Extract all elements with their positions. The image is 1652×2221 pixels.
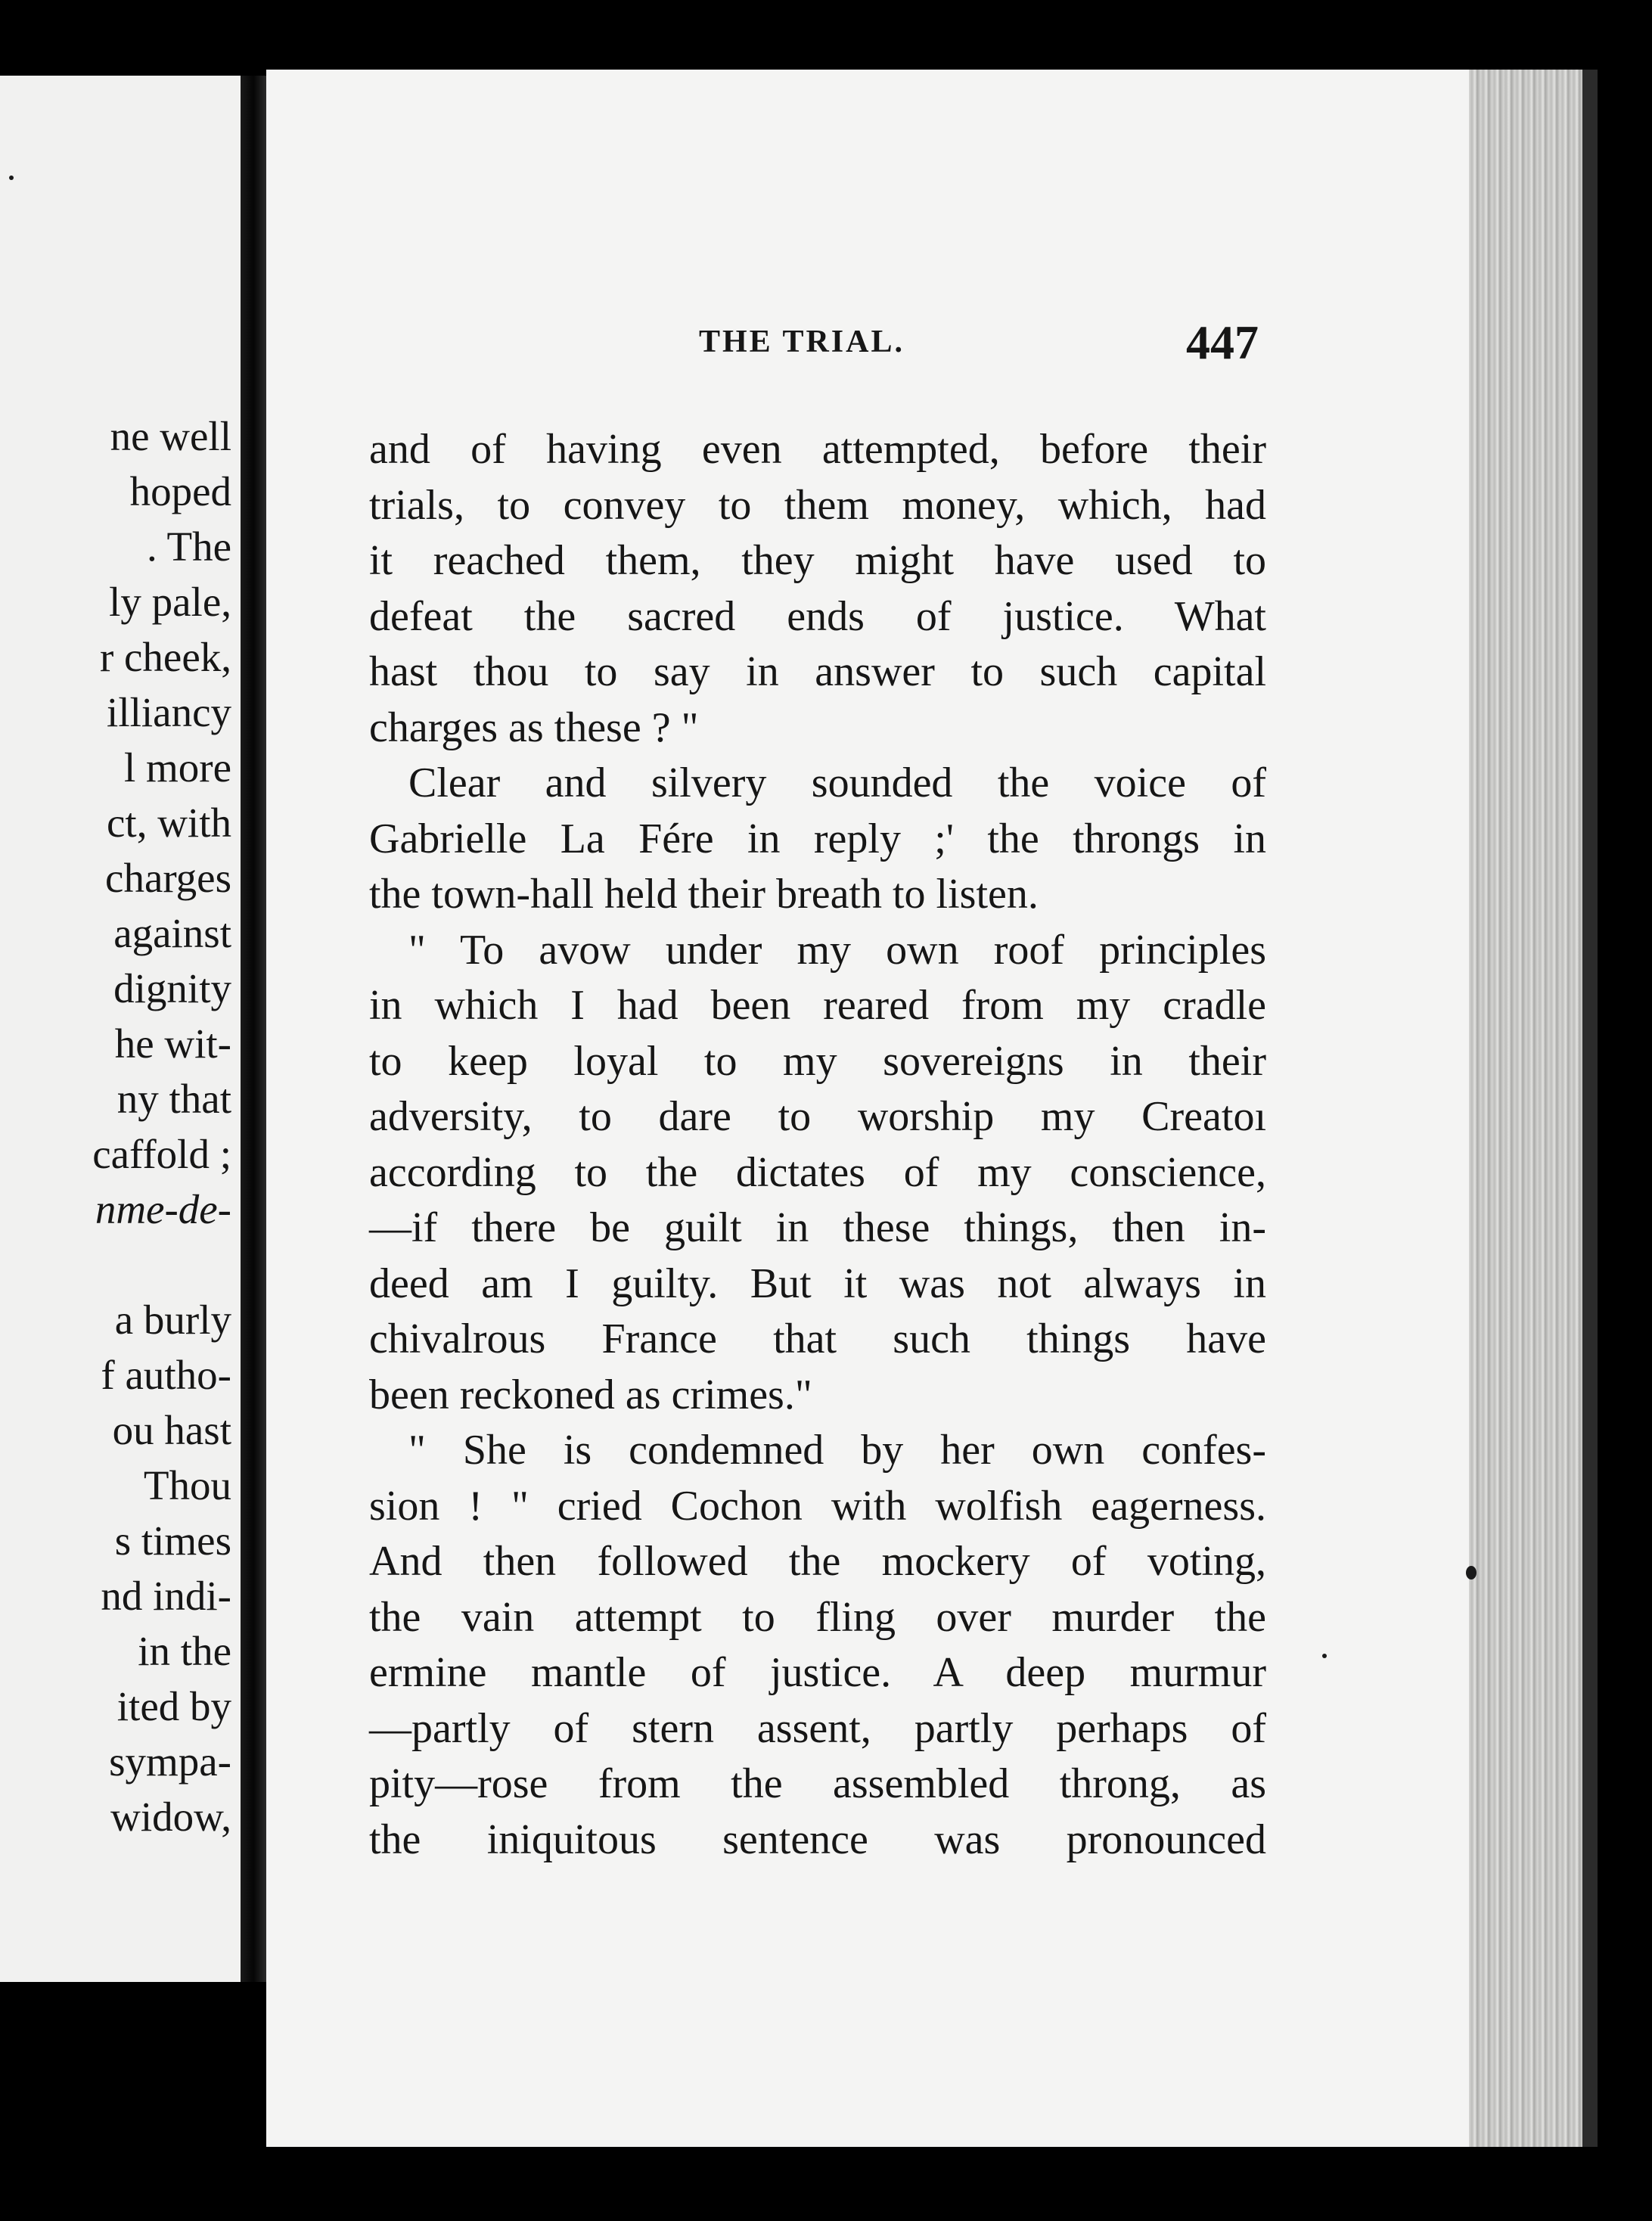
left-text-line: ne well (110, 413, 231, 459)
text-line: sion ! " cried Cochon with wolfish eagerness. (369, 1482, 1266, 1530)
left-text-line: caffold ; (92, 1131, 231, 1177)
text-line: been reckoned as crimes." (369, 1371, 812, 1418)
page-body-text (369, 422, 1266, 1868)
text-line: in which I had been reared from my cradle (369, 982, 1266, 1029)
left-text-line: Thou (143, 1462, 231, 1508)
text-line: according to the dictates of my conscience, (369, 1148, 1266, 1196)
text-line: defeat the sacred ends of justice. What (369, 592, 1266, 640)
left-text-line: l more (123, 744, 231, 791)
page-edges (1469, 70, 1582, 2147)
text-line: trials, to convey to them money, which, had (369, 481, 1266, 529)
running-head: THE TRIAL. (699, 325, 905, 359)
text-line: it reached them, they might have used to (369, 537, 1266, 584)
text-line: chivalrous France that such things have (369, 1316, 1266, 1362)
text-line: —partly of stern assent, partly perhaps of (369, 1704, 1266, 1752)
text-line: and of having even attempted, before their (369, 426, 1266, 473)
left-text-line: ou hast (112, 1407, 231, 1453)
left-text-line: dignity (113, 965, 231, 1011)
left-text-line: illiancy (107, 689, 231, 735)
text-line: " To avow under my own roof principles (408, 926, 1266, 974)
text-line: Clear and silvery sounded the voice of (408, 759, 1266, 806)
ink-speck (1322, 1654, 1327, 1658)
book-gutter (241, 76, 266, 1982)
left-text-line: in the (138, 1628, 231, 1674)
left-text-line: ct, with (107, 800, 231, 846)
ink-speck (1466, 1566, 1477, 1580)
left-text-line: ited by (116, 1683, 231, 1729)
text-line: hast thou to say in answer to such capital (369, 648, 1266, 695)
left-text-line: r cheek, (99, 634, 231, 680)
left-text-line: charges (105, 855, 231, 901)
text-line: And then followed the mockery of voting, (369, 1538, 1266, 1585)
left-text-line: . The (146, 523, 231, 570)
left-text-line: ny that (116, 1076, 231, 1122)
left-text-line: widow, (110, 1794, 231, 1840)
text-line: ermine mantle of justice. A deep murmur (369, 1649, 1266, 1696)
page-number: 447 (1186, 315, 1259, 369)
left-text-line: sympa- (109, 1738, 231, 1785)
ink-speck (9, 176, 14, 180)
text-line: pity—rose from the assembled throng, as (369, 1760, 1266, 1807)
left-facing-page (0, 76, 241, 1982)
left-text-line: hoped (129, 468, 231, 514)
left-text-line: ly pale, (109, 579, 231, 625)
left-text-line: he wit- (114, 1020, 231, 1067)
text-line: deed am I guilty. But it was not always in (369, 1260, 1266, 1307)
text-line: charges as these ? " (369, 704, 699, 751)
left-text-line-blank (5, 1237, 231, 1292)
text-line: the vain attempt to fling over murder the (369, 1593, 1266, 1641)
left-text-line: nd indi- (101, 1573, 231, 1619)
text-line: —if there be guilt in these things, then in- (369, 1204, 1266, 1251)
text-line: the town-hall held their breath to listen. (369, 871, 1039, 918)
book-edge-shadow (1582, 70, 1598, 2147)
text-line: " She is condemned by her own confes- (408, 1427, 1266, 1474)
text-line: to keep loyal to my sovereigns in their (369, 1037, 1266, 1085)
left-text-line: s times (114, 1517, 231, 1564)
left-page-text (5, 408, 231, 1844)
left-text-line: against (113, 910, 231, 956)
text-line: adversity, to dare to worship my Creatoı (369, 1093, 1266, 1140)
left-text-line: a burly (114, 1297, 231, 1343)
left-text-line: f autho- (101, 1352, 231, 1398)
text-line: the iniquitous sentence was pronounced (369, 1816, 1266, 1863)
text-line: Gabrielle La Fére in reply ;' the throngs in (369, 815, 1266, 862)
left-text-line: nme-de- (95, 1186, 231, 1232)
